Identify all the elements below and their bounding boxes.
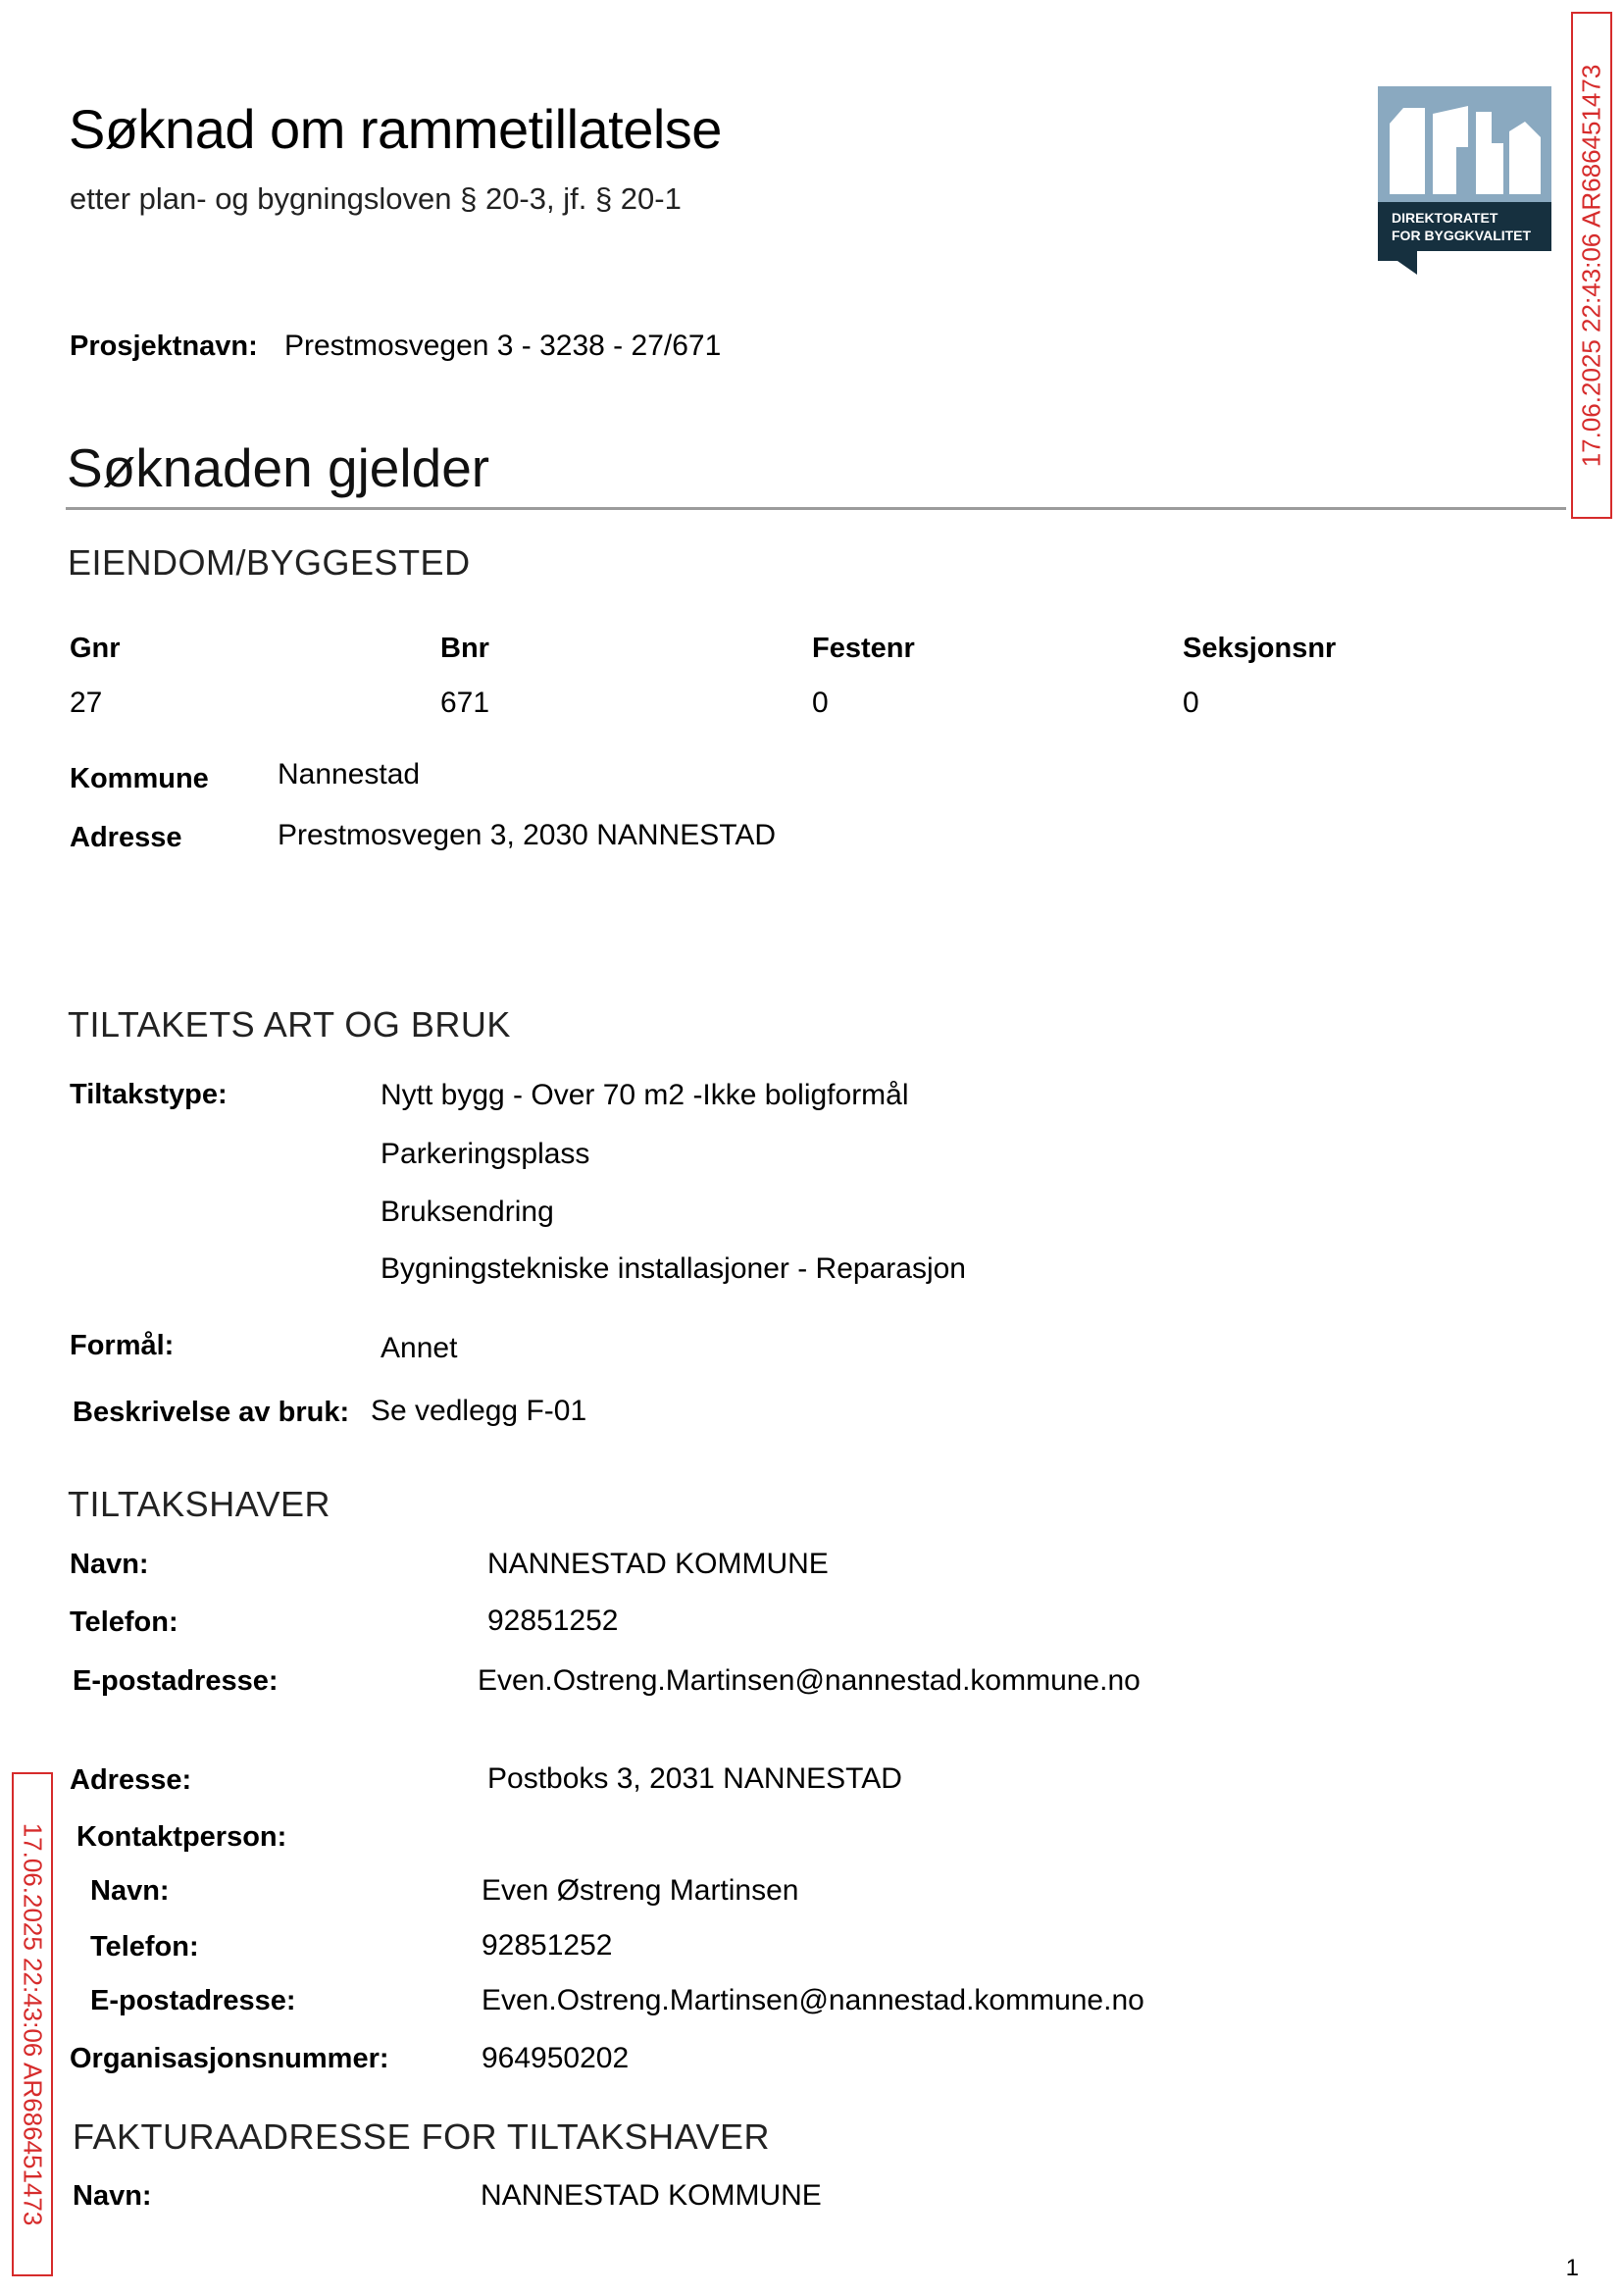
- project-name-label: Prosjektnavn:: [70, 331, 258, 362]
- owner-phone-label: Telefon:: [70, 1606, 178, 1638]
- seksjonsnr-value: 0: [1183, 687, 1199, 719]
- bnr-value: 671: [440, 687, 490, 719]
- measure-type-item: Nytt bygg - Over 70 m2 -Ikke boligformål: [381, 1079, 909, 1111]
- timestamp-stamp-top: [1571, 12, 1612, 519]
- bnr-label: Bnr: [440, 633, 489, 664]
- owner-email-label: E-postadresse:: [73, 1665, 279, 1697]
- section-heading-property: EIENDOM/BYGGESTED: [68, 542, 471, 583]
- festenr-value: 0: [812, 687, 829, 719]
- contact-email-label: E-postadresse:: [90, 1985, 296, 2016]
- section-heading-application: Søknaden gjelder: [67, 437, 490, 498]
- timestamp-stamp-text: 17.06.2025 22:43:06 AR686451473: [1576, 64, 1606, 467]
- section-heading-measure: TILTAKETS ART OG BRUK: [68, 1004, 511, 1045]
- measure-type-label: Tiltakstype:: [70, 1079, 228, 1110]
- purpose-label: Formål:: [70, 1330, 175, 1361]
- contact-person-label: Kontaktperson:: [76, 1821, 287, 1853]
- owner-address-value: Postboks 3, 2031 NANNESTAD: [487, 1762, 902, 1795]
- owner-name-label: Navn:: [70, 1549, 149, 1580]
- org-number-label: Organisasjonsnummer:: [70, 2043, 389, 2074]
- invoice-name-value: NANNESTAD KOMMUNE: [481, 2179, 822, 2212]
- owner-phone-value: 92851252: [487, 1605, 619, 1637]
- usage-label: Beskrivelse av bruk:: [73, 1397, 350, 1428]
- document-subtitle: etter plan- og bygningsloven § 20-3, jf. § 20-1: [70, 181, 682, 216]
- dibk-logo: [1378, 86, 1551, 275]
- logo-text-line-2: FOR BYGGKVALITET: [1392, 228, 1532, 243]
- org-number-value: 964950202: [482, 2042, 630, 2074]
- contact-email-value: Even.Ostreng.Martinsen@nannestad.kommune.no: [482, 1984, 1144, 2016]
- measure-type-item: Bruksendring: [381, 1196, 554, 1228]
- measure-type-item: Bygningstekniske installasjoner - Reparasjon: [381, 1252, 966, 1285]
- usage-value: Se vedlegg F-01: [371, 1395, 587, 1427]
- contact-phone-value: 92851252: [482, 1929, 613, 1962]
- adresse-value: Prestmosvegen 3, 2030 NANNESTAD: [278, 819, 776, 851]
- gnr-value: 27: [70, 687, 103, 719]
- heading-divider: [66, 507, 1566, 510]
- seksjonsnr-label: Seksjonsnr: [1183, 633, 1337, 664]
- timestamp-stamp-text: 17.06.2025 22:43:06 AR686451473: [18, 1822, 48, 2226]
- adresse-label: Adresse: [70, 822, 182, 853]
- timestamp-stamp-bottom: [12, 1772, 53, 2276]
- invoice-name-label: Navn:: [73, 2180, 152, 2212]
- contact-name-label: Navn:: [90, 1875, 170, 1907]
- purpose-value: Annet: [381, 1332, 458, 1364]
- owner-address-label: Adresse:: [70, 1764, 192, 1796]
- dibk-logo-icon: [1378, 86, 1551, 275]
- page-number: 1: [1565, 2255, 1579, 2281]
- contact-phone-label: Telefon:: [90, 1931, 199, 1963]
- project-name-value: Prestmosvegen 3 - 3238 - 27/671: [284, 330, 722, 362]
- kommune-label: Kommune: [70, 763, 209, 794]
- contact-name-value: Even Østreng Martinsen: [482, 1874, 799, 1907]
- festenr-label: Festenr: [812, 633, 915, 664]
- gnr-label: Gnr: [70, 633, 121, 664]
- document-title: Søknad om rammetillatelse: [69, 98, 722, 160]
- section-heading-owner: TILTAKSHAVER: [68, 1484, 331, 1524]
- owner-email-value: Even.Ostreng.Martinsen@nannestad.kommune.no: [478, 1664, 1141, 1697]
- measure-type-item: Parkeringsplass: [381, 1138, 590, 1170]
- kommune-value: Nannestad: [278, 758, 421, 790]
- logo-text-line-1: DIREKTORATET: [1392, 210, 1498, 226]
- section-heading-invoice: FAKTURAADRESSE FOR TILTAKSHAVER: [73, 2116, 770, 2157]
- owner-name-value: NANNESTAD KOMMUNE: [487, 1548, 829, 1580]
